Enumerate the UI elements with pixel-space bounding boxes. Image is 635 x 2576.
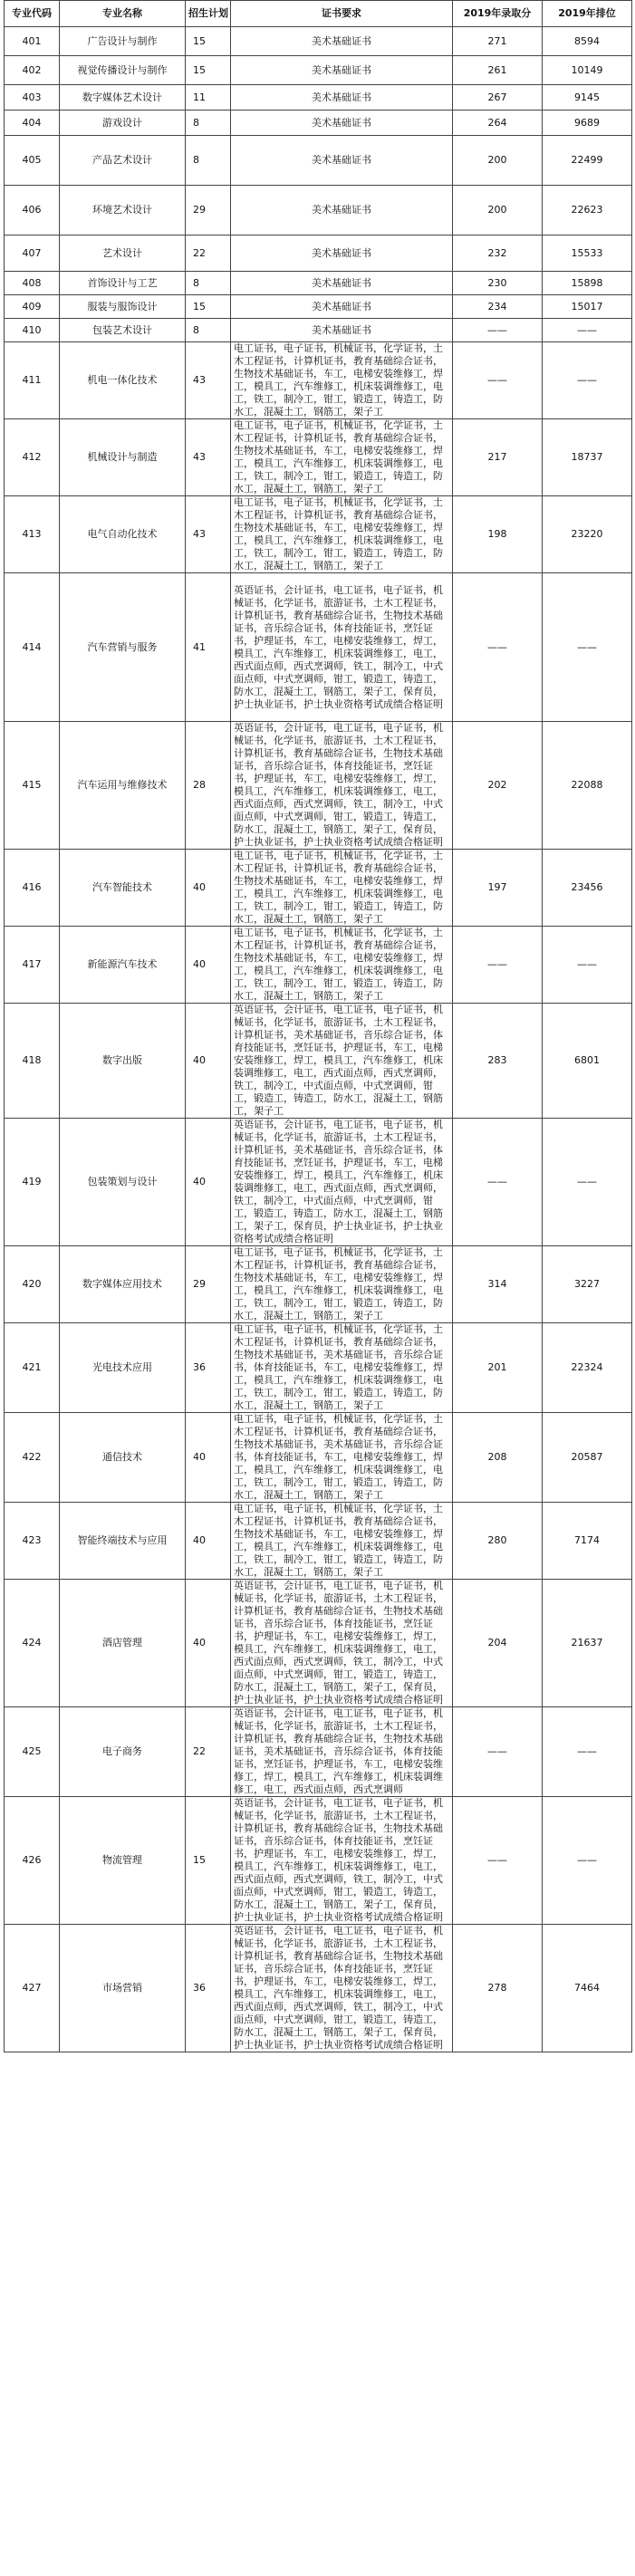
major-code: 420 [5, 1246, 60, 1323]
admission-rank: 23220 [543, 496, 632, 573]
table-row [5, 85, 632, 111]
table-row [5, 272, 632, 295]
certificate-requirement: 美术基础证书 [231, 85, 453, 111]
table-row [5, 1503, 632, 1580]
major-name: 数字媒体应用技术 [60, 1246, 186, 1323]
major-code: 402 [5, 56, 60, 85]
admission-score: 232 [453, 235, 543, 272]
admission-rank: 10149 [543, 56, 632, 85]
admission-rank: —— [543, 1797, 632, 1925]
admission-score: 200 [453, 136, 543, 186]
major-name: 数字媒体艺术设计 [60, 85, 186, 111]
major-name: 服装与服饰设计 [60, 295, 186, 319]
certificate-requirement: 英语证书，会计证书，电工证书，电子证书，机械证书，化学证书，旅游证书，土木工程证书，计算机证书，教育基础综合证书，生物技术基础证书，音乐综合证书，体育技能证书，烹饪证书，护理证书，车工，电梯安装维修工，焊工，模具工，汽车维修工，机床装调维修工，电工，西式面点师，西式烹调师，铁工，制冷工，中式面点师，中式烹调师，钳工，锻造工，铸造工，防水工，混凝土工，钢筋工，架子工，保育员，护士执业证书，护士执业资格考试成绩合格证明 [231, 1925, 453, 2052]
certificate-requirement: 英语证书，会计证书，电工证书，电子证书，机械证书，化学证书，旅游证书，土木工程证书，计算机证书，教育基础综合证书，生物技术基础证书，音乐综合证书，体育技能证书，烹饪证书，护理证书，车工，电梯安装维修工，焊工，模具工，汽车维修工，机床装调维修工，电工，西式面点师，西式烹调师，铁工，制冷工，中式面点师，中式烹调师，钳工，锻造工，铸造工，防水工，混凝土工，钢筋工，架子工，保育员，护士执业证书，护士执业资格考试成绩合格证明 [231, 1580, 453, 1707]
enrollment-plan: 36 [186, 1925, 231, 2052]
major-code: 414 [5, 573, 60, 722]
table-row [5, 1004, 632, 1119]
admission-score: —— [453, 1797, 543, 1925]
admission-score: 217 [453, 419, 543, 496]
enrollment-plan: 15 [186, 27, 231, 56]
certificate-requirement: 电工证书，电子证书，机械证书，化学证书，土木工程证书，计算机证书，教育基础综合证书，生物技术基础证书，车工，电梯安装维修工，焊工，模具工，汽车维修工，机床装调维修工，电工，铁工，制冷工，钳工，锻造工，铸造工，防水工，混凝土工，钢筋工，架子工 [231, 1246, 453, 1323]
table-row [5, 342, 632, 419]
major-code: 410 [5, 319, 60, 342]
major-name: 包装艺术设计 [60, 319, 186, 342]
major-code: 409 [5, 295, 60, 319]
admission-score: 280 [453, 1503, 543, 1580]
admission-rank: 20587 [543, 1413, 632, 1503]
major-code: 406 [5, 186, 60, 235]
major-code: 426 [5, 1797, 60, 1925]
major-name: 物流管理 [60, 1797, 186, 1925]
major-name: 产品艺术设计 [60, 136, 186, 186]
major-code: 415 [5, 722, 60, 850]
table-row [5, 27, 632, 56]
major-code: 411 [5, 342, 60, 419]
certificate-requirement: 电工证书，电子证书，机械证书，化学证书，土木工程证书，计算机证书，教育基础综合证书，生物技术基础证书，车工，电梯安装维修工，焊工，模具工，汽车维修工，机床装调维修工，电工，铁工，制冷工，钳工，锻造工，铸造工，防水工，混凝土工，钢筋工，架子工 [231, 342, 453, 419]
major-name: 市场营销 [60, 1925, 186, 2052]
header-name: 专业名称 [60, 1, 186, 27]
major-name: 机械设计与制造 [60, 419, 186, 496]
admission-score: 198 [453, 496, 543, 573]
certificate-requirement: 英语证书，会计证书，电工证书，电子证书，机械证书，化学证书，旅游证书，土木工程证书，计算机证书，美术基础证书，音乐综合证书，体育技能证书，烹饪证书，护理证书，车工，电梯安装维修工，焊工，模具工，汽车维修工，机床装调维修工，电工，西式面点师，西式烹调师，铁工，制冷工，中式面点师，中式烹调师，钳工，锻造工，铸造工，防水工，混凝土工，钢筋工，架子工 [231, 1004, 453, 1119]
certificate-requirement: 英语证书，会计证书，电工证书，电子证书，机械证书，化学证书，旅游证书，土木工程证书，计算机证书，教育基础综合证书，生物技术基础证书，音乐综合证书，体育技能证书，烹饪证书，护理证书，车工，电梯安装维修工，焊工，模具工，汽车维修工，机床装调维修工，电工，西式面点师，西式烹调师，铁工，制冷工，中式面点师，中式烹调师，钳工，锻造工，铸造工，防水工，混凝土工，钢筋工，架子工，保育员，护士执业证书，护士执业资格考试成绩合格证明 [231, 573, 453, 722]
enrollment-plan: 43 [186, 496, 231, 573]
table-row [5, 1707, 632, 1797]
major-name: 机电一体化技术 [60, 342, 186, 419]
enrollment-plan: 11 [186, 85, 231, 111]
enrollment-plan: 40 [186, 1580, 231, 1707]
admission-rank: 21637 [543, 1580, 632, 1707]
admission-rank: —— [543, 927, 632, 1004]
admission-score: 208 [453, 1413, 543, 1503]
admission-score: 314 [453, 1246, 543, 1323]
enrollment-plan: 8 [186, 272, 231, 295]
table-row [5, 1119, 632, 1246]
admission-rank: —— [543, 319, 632, 342]
table-row [5, 1323, 632, 1413]
admission-score: —— [453, 573, 543, 722]
admission-rank: —— [543, 573, 632, 722]
certificate-requirement: 美术基础证书 [231, 27, 453, 56]
enrollment-plan: 8 [186, 111, 231, 136]
header-code: 专业代码 [5, 1, 60, 27]
admission-score: —— [453, 927, 543, 1004]
enrollment-plan: 43 [186, 419, 231, 496]
enrollment-plan: 29 [186, 1246, 231, 1323]
table-row [5, 136, 632, 186]
admission-rank: —— [543, 1707, 632, 1797]
admission-rank: 22324 [543, 1323, 632, 1413]
admission-rank: 6801 [543, 1004, 632, 1119]
certificate-requirement: 英语证书，会计证书，电工证书，电子证书，机械证书，化学证书，旅游证书，土木工程证书，计算机证书，教育基础综合证书，生物技术基础证书，美术基础证书，音乐综合证书，体育技能证书，烹饪证书，护理证书，车工，电梯安装维修工，焊工，模具工，汽车维修工，机床装调维修工，电工，西式面点师，西式烹调师 [231, 1707, 453, 1797]
major-name: 汽车运用与维修技术 [60, 722, 186, 850]
enrollment-plan: 41 [186, 573, 231, 722]
certificate-requirement: 美术基础证书 [231, 319, 453, 342]
header-row [5, 1, 632, 27]
major-code: 418 [5, 1004, 60, 1119]
major-name: 电气自动化技术 [60, 496, 186, 573]
certificate-requirement: 电工证书，电子证书，机械证书，化学证书，土木工程证书，计算机证书，教育基础综合证书，生物技术基础证书，车工，电梯安装维修工，焊工，模具工，汽车维修工，机床装调维修工，电工，铁工，制冷工，钳工，锻造工，铸造工，防水工，混凝土工，钢筋工，架子工 [231, 496, 453, 573]
certificate-requirement: 美术基础证书 [231, 235, 453, 272]
major-code: 412 [5, 419, 60, 496]
certificate-requirement: 美术基础证书 [231, 136, 453, 186]
major-name: 艺术设计 [60, 235, 186, 272]
header-rank: 2019年排位 [543, 1, 632, 27]
admission-rank: —— [543, 342, 632, 419]
major-code: 405 [5, 136, 60, 186]
certificate-requirement: 电工证书，电子证书，机械证书，化学证书，土木工程证书，计算机证书，教育基础综合证书，生物技术基础证书，美术基础证书，音乐综合证书，体育技能证书，车工，电梯安装维修工，焊工，模具工，汽车维修工，机床装调维修工，电工，铁工，制冷工，钳工，锻造工，铸造工，防水工，混凝土工，钢筋工，架子工 [231, 1413, 453, 1503]
major-name: 酒店管理 [60, 1580, 186, 1707]
major-code: 425 [5, 1707, 60, 1797]
table-row [5, 496, 632, 573]
enrollment-plan: 15 [186, 1797, 231, 1925]
table-row [5, 1413, 632, 1503]
enrollment-plan: 40 [186, 850, 231, 927]
enrollment-plan: 36 [186, 1323, 231, 1413]
admission-rank: 7174 [543, 1503, 632, 1580]
admission-rank: 22623 [543, 186, 632, 235]
major-code: 423 [5, 1503, 60, 1580]
header-score: 2019年录取分 [453, 1, 543, 27]
table-row [5, 419, 632, 496]
admission-rank: —— [543, 1119, 632, 1246]
enrollment-plan: 28 [186, 722, 231, 850]
enrollment-plan: 15 [186, 295, 231, 319]
certificate-requirement: 英语证书，会计证书，电工证书，电子证书，机械证书，化学证书，旅游证书，土木工程证书，计算机证书，教育基础综合证书，生物技术基础证书，音乐综合证书，体育技能证书，烹饪证书，护理证书，车工，电梯安装维修工，焊工，模具工，汽车维修工，机床装调维修工，电工，西式面点师，西式烹调师，铁工，制冷工，中式面点师，中式烹调师，钳工，锻造工，铸造工，防水工，混凝土工，钢筋工，架子工，保育员，护士执业证书，护士执业资格考试成绩合格证明 [231, 1797, 453, 1925]
certificate-requirement: 美术基础证书 [231, 186, 453, 235]
admission-score: 201 [453, 1323, 543, 1413]
admission-rank: 15017 [543, 295, 632, 319]
major-code: 407 [5, 235, 60, 272]
admission-rank: 9145 [543, 85, 632, 111]
admission-score: 202 [453, 722, 543, 850]
admission-score: —— [453, 342, 543, 419]
admission-score: 234 [453, 295, 543, 319]
major-code: 417 [5, 927, 60, 1004]
certificate-requirement: 美术基础证书 [231, 56, 453, 85]
enrollment-plan: 22 [186, 235, 231, 272]
admission-score: 230 [453, 272, 543, 295]
certificate-requirement: 电工证书，电子证书，机械证书，化学证书，土木工程证书，计算机证书，教育基础综合证书，生物技术基础证书，美术基础证书，音乐综合证书，体育技能证书，车工，电梯安装维修工，焊工，模具工，汽车维修工，机床装调维修工，电工，铁工，制冷工，钳工，锻造工，铸造工，防水工，混凝土工，钢筋工，架子工 [231, 1323, 453, 1413]
major-code: 427 [5, 1925, 60, 2052]
admission-score: 197 [453, 850, 543, 927]
admission-rank: 3227 [543, 1246, 632, 1323]
major-code: 416 [5, 850, 60, 927]
certificate-requirement: 电工证书，电子证书，机械证书，化学证书，土木工程证书，计算机证书，教育基础综合证书，生物技术基础证书，车工，电梯安装维修工，焊工，模具工，汽车维修工，机床装调维修工，电工，铁工，制冷工，钳工，锻造工，铸造工，防水工，混凝土工，钢筋工，架子工 [231, 927, 453, 1004]
admission-score: 264 [453, 111, 543, 136]
table-row [5, 573, 632, 722]
enrollment-plan: 8 [186, 319, 231, 342]
table-row [5, 235, 632, 272]
admission-score: 261 [453, 56, 543, 85]
admission-rank: 15898 [543, 272, 632, 295]
admission-rank: 22499 [543, 136, 632, 186]
major-code: 424 [5, 1580, 60, 1707]
certificate-requirement: 电工证书，电子证书，机械证书，化学证书，土木工程证书，计算机证书，教育基础综合证书，生物技术基础证书，车工，电梯安装维修工，焊工，模具工，汽车维修工，机床装调维修工，电工，铁工，制冷工，钳工，锻造工，铸造工，防水工，混凝土工，钢筋工，架子工 [231, 1503, 453, 1580]
major-name: 通信技术 [60, 1413, 186, 1503]
enrollment-plan: 29 [186, 186, 231, 235]
table-row [5, 927, 632, 1004]
admission-rank: 8594 [543, 27, 632, 56]
table-row [5, 722, 632, 850]
major-name: 包装策划与设计 [60, 1119, 186, 1246]
major-code: 408 [5, 272, 60, 295]
enrollment-plan: 40 [186, 1119, 231, 1246]
major-code: 403 [5, 85, 60, 111]
admission-rank: 23456 [543, 850, 632, 927]
major-name: 光电技术应用 [60, 1323, 186, 1413]
table-row [5, 319, 632, 342]
major-code: 404 [5, 111, 60, 136]
major-name: 环境艺术设计 [60, 186, 186, 235]
enrollment-plan: 40 [186, 1413, 231, 1503]
major-code: 419 [5, 1119, 60, 1246]
major-name: 游戏设计 [60, 111, 186, 136]
table-row [5, 1797, 632, 1925]
certificate-requirement: 英语证书，会计证书，电工证书，电子证书，机械证书，化学证书，旅游证书，土木工程证书，计算机证书，教育基础综合证书，生物技术基础证书，音乐综合证书，体育技能证书，烹饪证书，护理证书，车工，电梯安装维修工，焊工，模具工，汽车维修工，机床装调维修工，电工，西式面点师，西式烹调师，铁工，制冷工，中式面点师，中式烹调师，钳工，锻造工，铸造工，防水工，混凝土工，钢筋工，架子工，保育员，护士执业证书，护士执业资格考试成绩合格证明 [231, 722, 453, 850]
major-name: 智能终端技术与应用 [60, 1503, 186, 1580]
certificate-requirement: 英语证书，会计证书，电工证书，电子证书，机械证书，化学证书，旅游证书，土木工程证书，计算机证书，美术基础证书，音乐综合证书，体育技能证书，烹饪证书，护理证书，车工，电梯安装维修工，焊工，模具工，汽车维修工，机床装调维修工，电工，西式面点师，西式烹调师，铁工，制冷工，中式面点师，中式烹调师，钳工，锻造工，铸造工，防水工，混凝土工，钢筋工，架子工，保育员，护士执业证书，护士执业资格考试成绩合格证明 [231, 1119, 453, 1246]
admission-score: 278 [453, 1925, 543, 2052]
enrollment-plan: 15 [186, 56, 231, 85]
table-body [5, 27, 632, 2052]
admission-score: 204 [453, 1580, 543, 1707]
enrollment-plan: 40 [186, 1004, 231, 1119]
admission-score: —— [453, 1119, 543, 1246]
table-row [5, 1580, 632, 1707]
major-name: 汽车智能技术 [60, 850, 186, 927]
admission-table [4, 0, 632, 2052]
admission-rank: 9689 [543, 111, 632, 136]
admission-rank: 15533 [543, 235, 632, 272]
header-plan: 招生计划 [186, 1, 231, 27]
enrollment-plan: 8 [186, 136, 231, 186]
major-name: 电子商务 [60, 1707, 186, 1797]
certificate-requirement: 电工证书，电子证书，机械证书，化学证书，土木工程证书，计算机证书，教育基础综合证书，生物技术基础证书，车工，电梯安装维修工，焊工，模具工，汽车维修工，机床装调维修工，电工，铁工，制冷工，钳工，锻造工，铸造工，防水工，混凝土工，钢筋工，架子工 [231, 850, 453, 927]
major-code: 413 [5, 496, 60, 573]
admission-score: 283 [453, 1004, 543, 1119]
table-row [5, 295, 632, 319]
enrollment-plan: 43 [186, 342, 231, 419]
table-row [5, 850, 632, 927]
admission-rank: 22088 [543, 722, 632, 850]
major-name: 汽车营销与服务 [60, 573, 186, 722]
major-code: 421 [5, 1323, 60, 1413]
major-name: 首饰设计与工艺 [60, 272, 186, 295]
table-row [5, 56, 632, 85]
table-row [5, 111, 632, 136]
admission-score: 271 [453, 27, 543, 56]
enrollment-plan: 40 [186, 927, 231, 1004]
major-name: 视觉传播设计与制作 [60, 56, 186, 85]
table-row [5, 186, 632, 235]
table-row [5, 1246, 632, 1323]
enrollment-plan: 22 [186, 1707, 231, 1797]
admission-score: —— [453, 319, 543, 342]
admission-rank: 18737 [543, 419, 632, 496]
certificate-requirement: 美术基础证书 [231, 295, 453, 319]
major-code: 401 [5, 27, 60, 56]
header-cert: 证书要求 [231, 1, 453, 27]
certificate-requirement: 美术基础证书 [231, 272, 453, 295]
major-name: 广告设计与制作 [60, 27, 186, 56]
admission-score: —— [453, 1707, 543, 1797]
certificate-requirement: 电工证书，电子证书，机械证书，化学证书，土木工程证书，计算机证书，教育基础综合证书，生物技术基础证书，车工，电梯安装维修工，焊工，模具工，汽车维修工，机床装调维修工，电工，铁工，制冷工，钳工，锻造工，铸造工，防水工，混凝土工，钢筋工，架子工 [231, 419, 453, 496]
major-name: 数字出版 [60, 1004, 186, 1119]
admission-score: 200 [453, 186, 543, 235]
admission-rank: 7464 [543, 1925, 632, 2052]
enrollment-plan: 40 [186, 1503, 231, 1580]
admission-score: 267 [453, 85, 543, 111]
table-row [5, 1925, 632, 2052]
certificate-requirement: 美术基础证书 [231, 111, 453, 136]
major-name: 新能源汽车技术 [60, 927, 186, 1004]
major-code: 422 [5, 1413, 60, 1503]
